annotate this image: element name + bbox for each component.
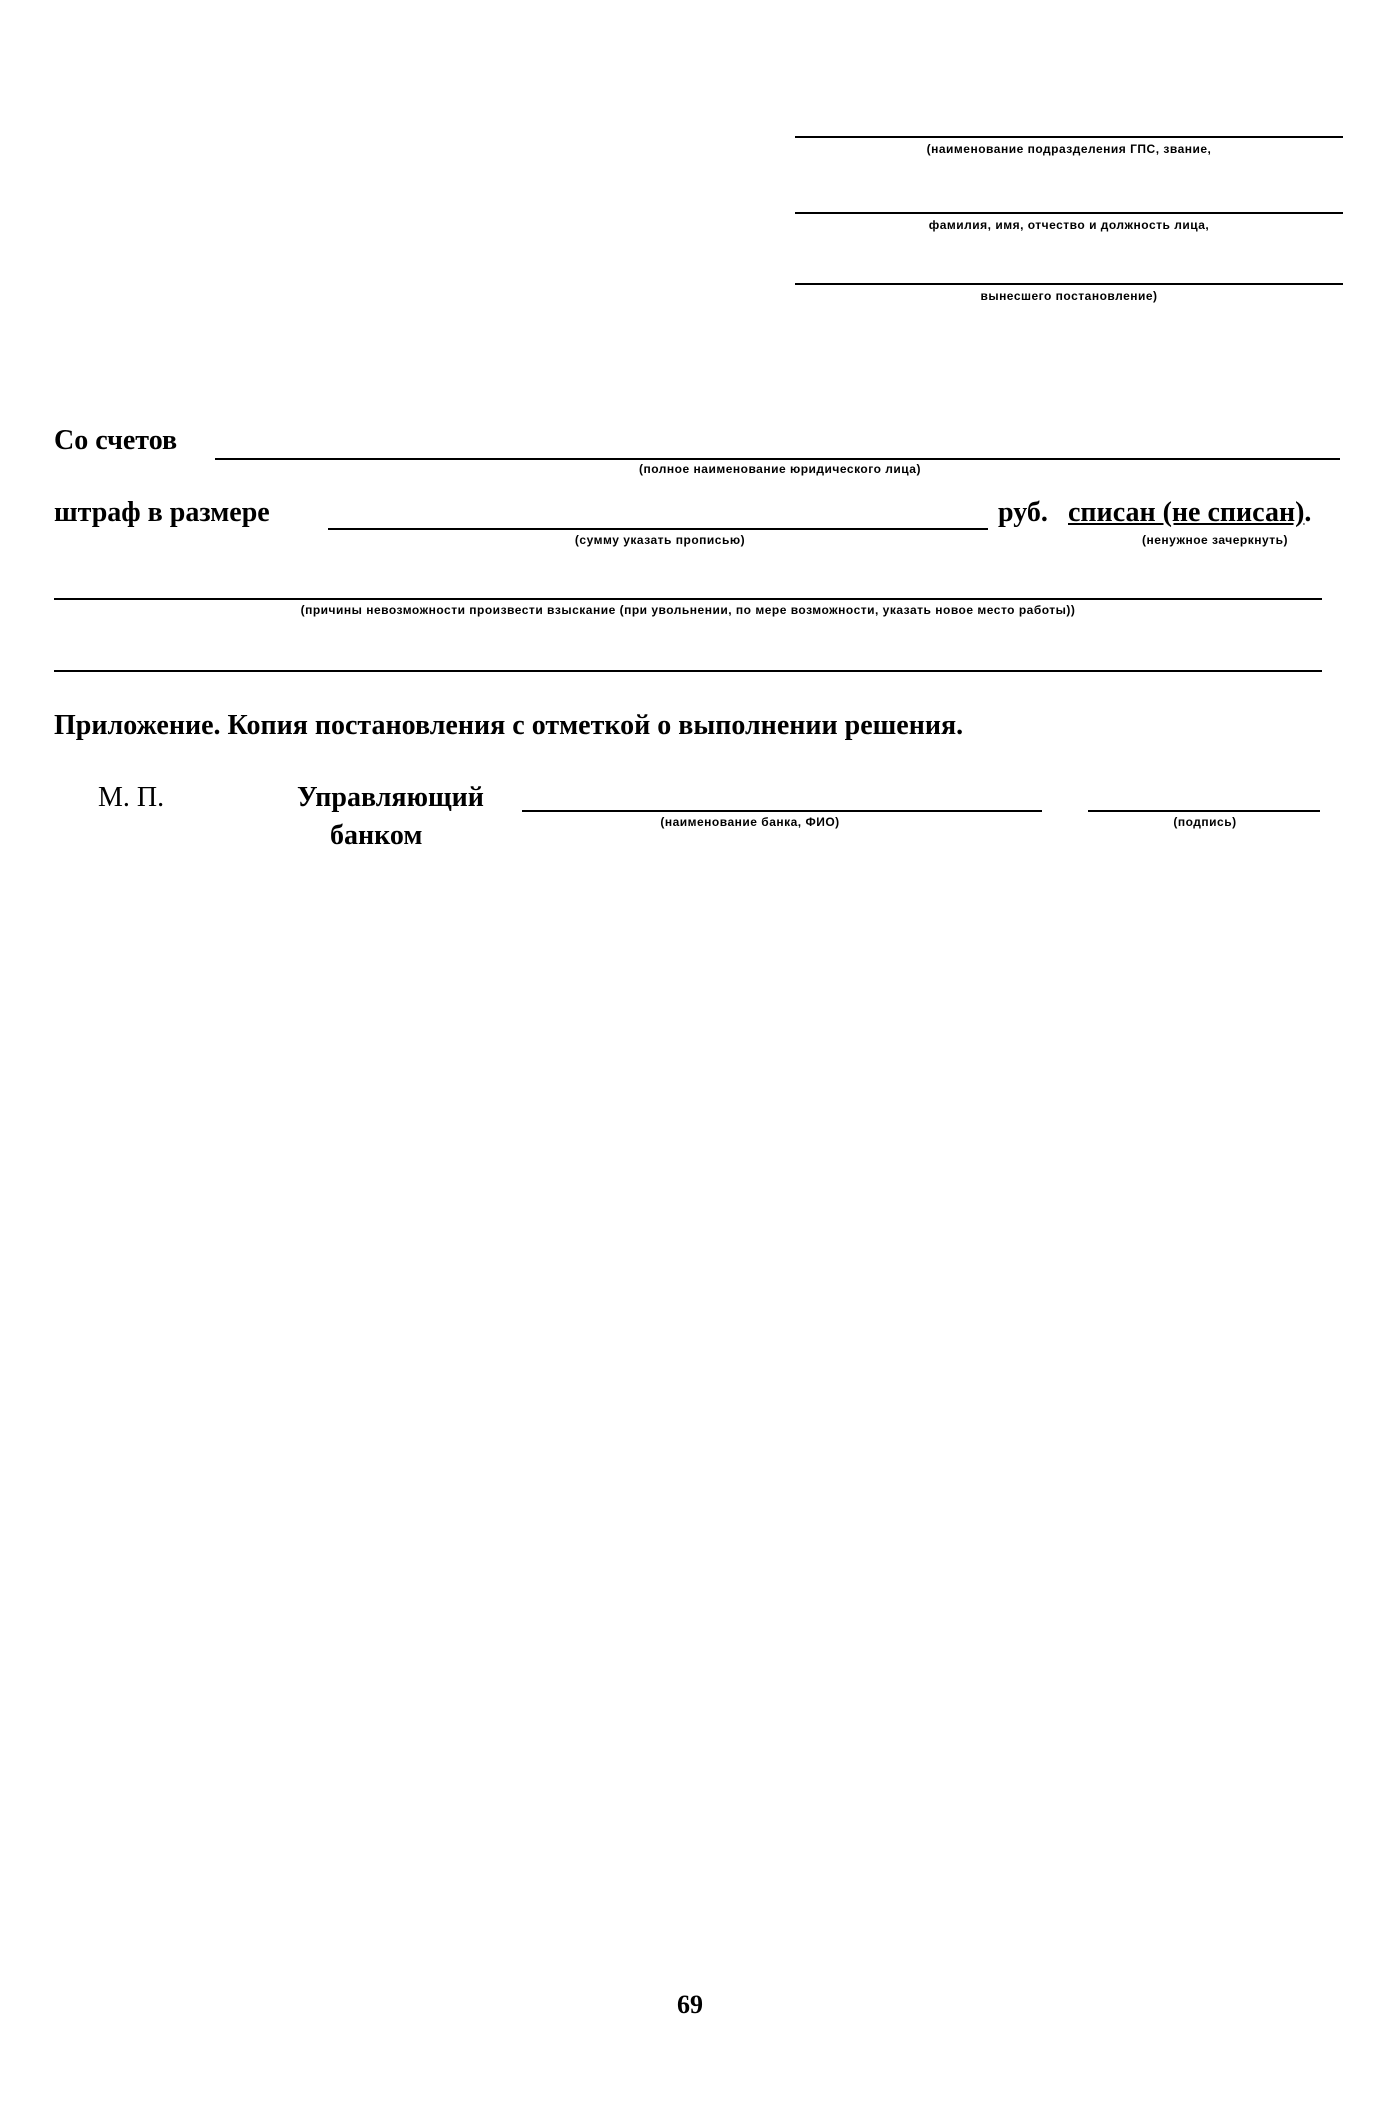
header-caption-1: (наименование подразделения ГПС, звание,	[926, 142, 1212, 156]
fine-currency: руб.	[998, 497, 1048, 528]
reasons-line-2	[54, 670, 1322, 672]
bank-caption: (наименование банка, ФИО)	[660, 815, 840, 829]
sign-caption: (подпись)	[1173, 815, 1237, 829]
page-number: 69	[677, 1990, 703, 2019]
accounts-caption: (полное наименование юридического лица)	[639, 462, 921, 476]
reasons-caption: (причины невозможности произвести взыскание (при увольнении, по мере возможности, указать новое место работы))	[300, 603, 1076, 617]
sign-line	[1088, 810, 1320, 812]
fine-status-wrap	[1068, 497, 1311, 529]
fine-status: списан (не списан)	[1068, 497, 1305, 528]
appendix-text: Приложение. Копия постановления с отметкой о выполнении решения.	[54, 710, 964, 741]
fine-status-caption: (ненужное зачеркнуть)	[1141, 533, 1289, 547]
header-line-1	[795, 136, 1343, 138]
header-line-3	[795, 283, 1343, 285]
manager-title-line1: Управляющий	[297, 782, 484, 813]
fine-amount-line	[328, 528, 988, 530]
fine-status-period: .	[1304, 497, 1312, 528]
bank-line	[522, 810, 1042, 812]
header-line-2	[795, 212, 1343, 214]
seal-label: М. П.	[98, 782, 165, 813]
fine-label: штраф в размере	[54, 497, 270, 528]
accounts-line	[215, 458, 1340, 460]
reasons-line-1	[54, 598, 1322, 600]
header-caption-2: фамилия, имя, отчество и должность лица,	[928, 218, 1210, 232]
fine-amount-caption: (сумму указать прописью)	[574, 533, 746, 547]
header-caption-3: вынесшего постановление)	[980, 289, 1158, 303]
manager-title-line2: банком	[330, 820, 423, 851]
accounts-label: Со счетов	[54, 425, 178, 456]
